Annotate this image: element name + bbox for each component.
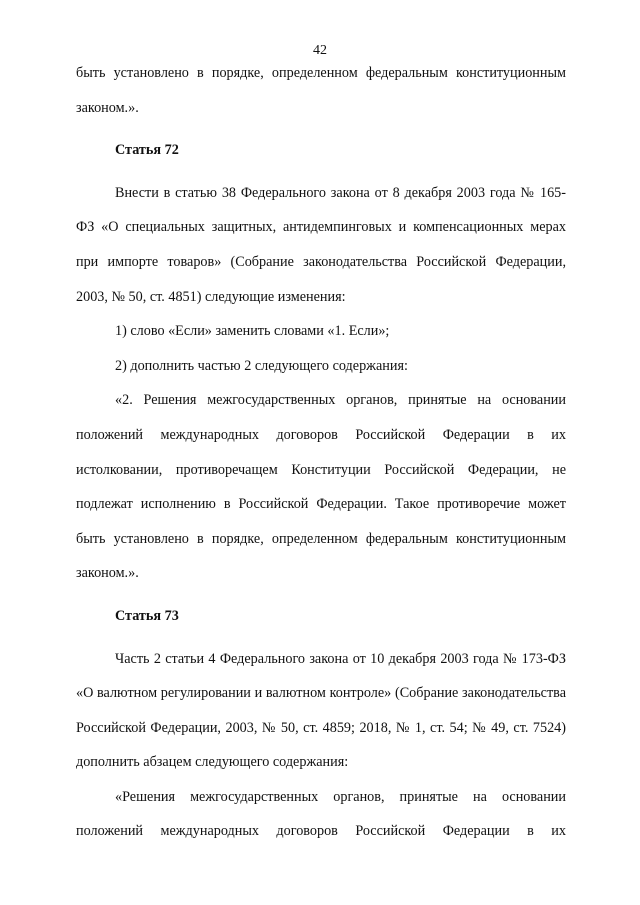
- paragraph-continuation: быть установлено в порядке, определенном федеральным конституционным законом.».: [76, 65, 566, 116]
- article-72-item-1: 1) слово «Если» заменить словами «1. Если»;: [115, 323, 390, 340]
- article-72-intro: Внести в статью 38 Федерального закона от 8 декабря 2003 года № 165-ФЗ «О специальных защитных, антидемпинговых и компенсационных мерах при импорте товаров» (Собрание законодательства Российской Федерации, 2003, № 50, ст. 4851) следующие изменения:: [76, 184, 566, 305]
- page-number: 42: [313, 43, 327, 58]
- article-72-heading: Статья 72: [115, 142, 179, 159]
- article-73-quote: «Решения межгосударственных органов, принятые на основании положений международных договоров Российской Федерации в их: [76, 788, 566, 840]
- article-73-intro: Часть 2 статьи 4 Федерального закона от 10 декабря 2003 года № 173-ФЗ «О валютном регулировании и валютном контроле» (Собрание законодательства Российской Федерации, 2003, № 50, ст. 4859; 2018, № 1, ст. 54; № 49, ст. 7524) дополнить абзацем следующего содержания:: [76, 650, 566, 771]
- article-72-item-2: 2) дополнить частью 2 следующего содержания:: [115, 357, 408, 374]
- article-73-heading: Статья 73: [115, 607, 179, 624]
- document-body: [76, 56, 566, 849]
- article-72-quote: «2. Решения межгосударственных органов, принятые на основании положений международных договоров Российской Федерации в их истолковании, противоречащем Конституции Российской Федерации, не подлежат исполнению в Российской Федерации. Такое противоречие может быть установлено в порядке, определенном федеральным конституционным законом.».: [76, 392, 566, 582]
